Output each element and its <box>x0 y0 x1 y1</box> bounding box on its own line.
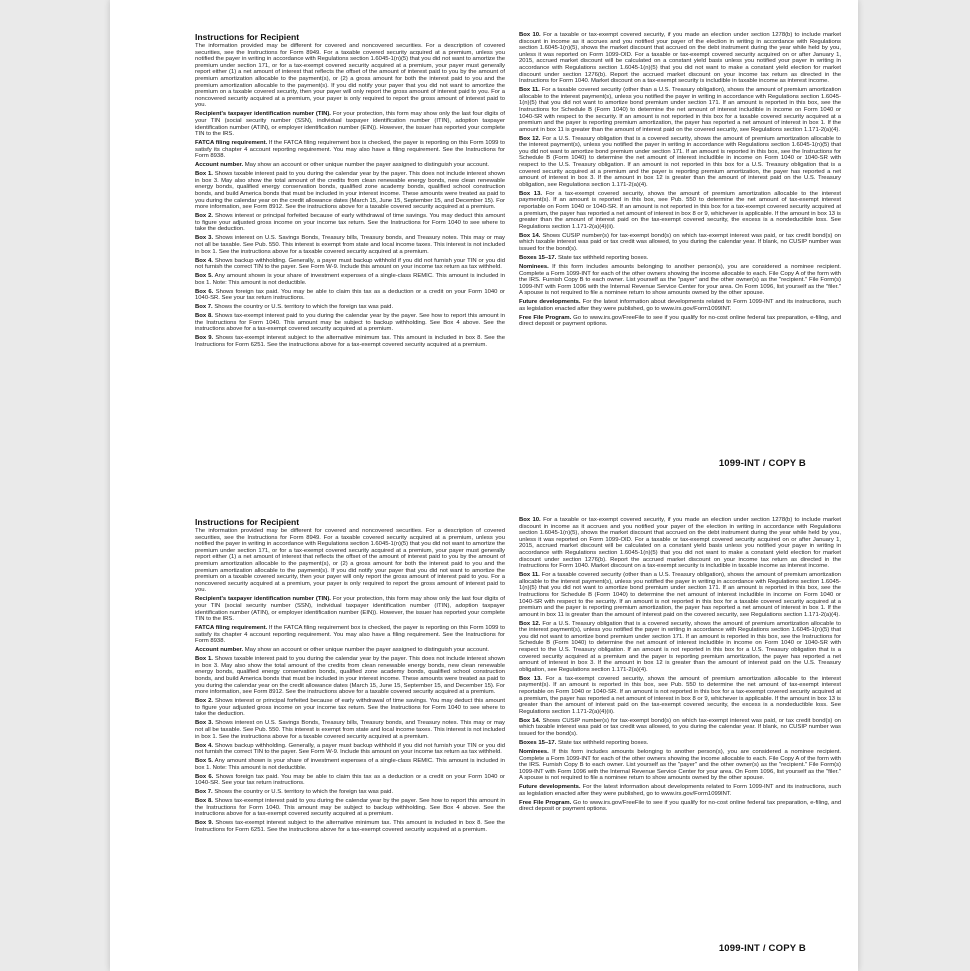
item-label: Box 8. <box>195 798 213 805</box>
item-text: Shows tax-exempt interest subject to the alternative minimum tax. This amount is included in box 8. See the Instructions for Form 6251. See the instructions above for a tax-exempt covered security acquired at a premium. <box>195 820 505 834</box>
item-label: Account number. <box>195 647 244 654</box>
instruction-item <box>195 720 505 740</box>
item-label: Recipient's taxpayer identification number (TIN). <box>195 111 331 118</box>
item-text: Go to www.irs.gov/FreeFile to see if you qualify for no-cost online federal tax preparation, e-filing, and direct deposit or payment options. <box>519 314 841 328</box>
instruction-item <box>195 820 505 833</box>
item-label: Box 11. <box>519 87 540 94</box>
item-text: Shows the country or U.S. territory to which the foreign tax was paid. <box>214 789 394 796</box>
right-column <box>519 517 841 937</box>
item-text: Any amount shown is your share of investment expenses of a single-class REMIC. This amount is included in box 1. Note: This amount is not deductible. <box>195 273 505 286</box>
instruction-item <box>519 718 841 738</box>
instruction-item <box>519 299 841 312</box>
instruction-item <box>519 87 841 133</box>
instruction-item <box>195 335 505 348</box>
item-text: If the FATCA filing requirement box is checked, the payer is reporting on this Form 1099 to satisfy its chapter 4 account reporting requirement. You may also have a filing requirement. See the Instructions for Form 8938. <box>195 140 505 160</box>
item-label: Box 5. <box>195 758 214 765</box>
instruction-item <box>519 233 841 253</box>
item-text: If this form includes amounts belonging to another person(s), you are considered a nominee recipient. Complete a Form 1099-INT for each of the other owners showing the income allocable to each. File Copy A of the form with the IRS. Furnish Copy B to each owner. List yourself as the "payer" and the other owner(s) as the "recipient." File Form(s) 1099-INT with Form 1096 with the Internal Revenue Service Center for your area. On Form 1096, list yourself as the "filer." A spouse is not required to file a nominee return to show amounts owned by the other spouse. <box>519 748 841 782</box>
instruction-item <box>519 32 841 85</box>
instruction-item <box>519 740 841 747</box>
item-text: For a taxable covered security (other than a U.S. Treasury obligation), shows the amount of premium amortization allocable to the interest payment(s), unless you notified the payer in writing in accordance with Regulations section 1.6045-1(n)(5) that you did not want to amortize bond premium under section 171. If an amount is reported in this box, see the Instructions for Schedule B (Form 1040) to determine the net amount of interest includible in income on Form 1040 or 1040-SR with respect to the security. If an amount is not reported in this box for a taxable covered security acquired at a premium and the payer is reporting premium amortization, the payer has reported a net amount of interest in box 1. If the amount in box 11 is greater than the amount of interest paid on the covered security, see Regulations section 1.171-2(a)(4). <box>519 572 841 618</box>
item-label: Nominees. <box>519 748 549 755</box>
instruction-item <box>195 289 505 302</box>
item-text: State tax withheld reporting boxes. <box>557 739 649 746</box>
instruction-item <box>519 255 841 262</box>
item-label: Free File Program. <box>519 799 572 806</box>
item-label: Box 13. <box>519 675 542 682</box>
instruction-item <box>195 647 505 654</box>
item-label: Box 6. <box>195 288 214 295</box>
form-copy-top <box>110 0 858 486</box>
instruction-item <box>195 596 505 622</box>
item-text: Shows CUSIP number(s) for tax-exempt bond(s) on which tax-exempt interest was paid, or tax credit bond(s) on which taxable interest was paid or tax credit was allowed, to you during the calendar year. If blank, no CUSIP number was issued for the bond(s). <box>519 717 841 737</box>
instruction-item <box>519 572 841 618</box>
form-copy-bottom <box>110 485 858 971</box>
item-text: For a U.S. Treasury obligation that is a covered security, shows the amount of premium amortization allocable to the interest payment(s), unless you notified the payer in writing in accordance with Regulations section 1.6045-1(n)(5) that you did not want to amortize bond premium under section 171. If an amount is reported in this box, see the Instructions for Schedule B (Form 1040) to determine the net amount of interest includible in income on Form 1040 or 1040-SR with respect to the U.S. Treasury obligation. If an amount is not reported in this box for a U.S. Treasury obligation that is a covered security acquired at a premium and the payer is reporting premium amortization, the payer has reported a net amount of interest in box 3. If the amount in box 12 is greater than the amount of interest paid on the U.S. Treasury obligation, see Regulations section 1.171-2(a)(4). <box>519 135 841 188</box>
item-label: Box 3. <box>195 720 214 727</box>
item-label: Boxes 15–17. <box>519 739 557 746</box>
item-text: Shows tax-exempt interest paid to you during the calendar year by the payer. See how to report this amount in the Instructions for Form 1040. This amount may be subject to backup withholding. See Box 4 above. See the instructions above for a tax-exempt covered security acquired at a premium. <box>195 313 505 333</box>
instruction-item <box>195 798 505 818</box>
instruction-item <box>195 625 505 645</box>
left-items <box>195 111 505 348</box>
item-text: For a taxable covered security (other than a U.S. Treasury obligation), shows the amount of premium amortization allocable to the interest payment(s), unless you notified the payer in writing in accordance with Regulations section 1.6045-1(n)(5) that you did not want to amortize bond premium under section 171. If an amount is reported in this box, see the Instructions for Schedule B (Form 1040) to determine the net amount of interest includible in income on Form 1040 or 1040-SR with respect to the security. If an amount is not reported in this box for a taxable covered security acquired at a premium and the payer is reporting premium amortization, the payer has reported a net amount of interest in box 1. If the amount in box 11 is greater than the amount of interest paid on the covered security, see Regulations section 1.171-2(a)(4). <box>519 87 841 133</box>
instruction-item <box>519 191 841 231</box>
item-label: Box 14. <box>519 232 541 239</box>
instruction-item <box>195 213 505 233</box>
instruction-item <box>195 313 505 333</box>
item-label: Box 12. <box>519 135 541 142</box>
item-text: Shows backup withholding. Generally, a payer must backup withhold if you did not furnish your TIN or you did not furnish the correct TIN to the payer. See Form W-9. Include this amount on your income tax return as tax withheld. <box>195 257 505 271</box>
right-items <box>519 517 841 813</box>
item-text: For a tax-exempt covered security, shows the amount of premium amortization allocable to the interest payment(s). If an amount is reported in this box, see Pub. 550 to determine the net amount of tax-exempt interest reportable on Form 1040 or 1040-SR. If an amount is not reported in this box for a tax-exempt covered security acquired at a premium, the payer has reported a net amount of interest in box 8 or 9, whichever is applicable. If the amount in box 13 is greater than the amount of interest paid on the tax-exempt covered security, the excess is a nondeductible loss. See Regulations section 1.171-2(a)(4)(ii). <box>519 675 841 715</box>
item-label: Box 14. <box>519 717 541 724</box>
item-label: Box 1. <box>195 171 213 178</box>
intro-paragraph: The information provided may be different for covered and noncovered securities. For a description of covered securities, see the Instructions for Form 8949. For a taxable covered security acquired at a premium, unless you notified the payer in writing in accordance with Regulations section 1.6045-1(n)(5) that you did not want to amortize the premium under section 171, or for a tax-exempt covered security acquired at a premium, your payer must generally report either (1) a net amount of interest that reflects the offset of the amount of interest paid to you by the amount of premium amortization allocable to the payment(s), or (2) a gross amount for both the interest paid to you and the premium amortization allocable to the payment(s). If you did notify your payer that you did not want to amortize the premium on a taxable covered security, then your payer will only report the gross amount of interest paid to you. For a noncovered security acquired at a premium, your payer is only required to report the gross amount of interest paid to you. <box>195 528 505 594</box>
item-text: Shows interest or principal forfeited because of early withdrawal of time savings. You may deduct this amount to figure your adjusted gross income on your income tax return. See the Instructions for Form 1040 to see where to take the deduction. <box>195 698 505 718</box>
instruction-item <box>195 140 505 160</box>
item-label: Free File Program. <box>519 314 572 321</box>
item-label: Box 13. <box>519 190 542 197</box>
item-text: For your protection, this form may show only the last four digits of your TIN (social security number (SSN), individual taxpayer identification number (ITIN), adoption taxpayer identification number (ATIN), or employer identification number (EIN)). However, the issuer has reported your complete TIN to the IRS. <box>195 111 505 138</box>
instruction-item <box>519 784 841 797</box>
item-label: Box 2. <box>195 698 214 705</box>
instruction-item <box>519 621 841 674</box>
instruction-item <box>519 676 841 716</box>
item-label: Box 9. <box>195 820 214 827</box>
item-text: Shows CUSIP number(s) for tax-exempt bond(s) on which tax-exempt interest was paid, or tax credit bond(s) on which taxable interest was paid or tax credit was allowed, to you during the calendar year. If blank, no CUSIP number was issued for the bond(s). <box>519 232 841 252</box>
instruction-item <box>195 698 505 718</box>
item-text: Shows tax-exempt interest subject to the alternative minimum tax. This amount is included in box 8. See the Instructions for Form 6251. See the instructions above for a tax-exempt covered security acquired at a premium. <box>195 335 505 349</box>
item-label: Box 4. <box>195 742 213 749</box>
item-text: Shows foreign tax paid. You may be able to claim this tax as a deduction or a credit on your Form 1040 or 1040-SR. See your tax return instructions. <box>195 773 505 787</box>
item-label: Box 12. <box>519 620 541 627</box>
instruction-item <box>195 273 505 286</box>
item-text: Shows taxable interest paid to you during the calendar year by the payer. This does not include interest shown in box 3. May also show the total amount of the credits from clean renewable energy bonds, new clean renewable energy bonds, qualified energy conservation bonds, qualified zone academy bonds, qualified school construction bonds, and build America bonds that must be included in your interest income. These amounts were treated as paid to you during the calendar year on the credit allowance dates (March 15, June 15, September 15, and December 15). For more information, see Form 8912. See the instructions above for a taxable covered security acquired at a premium. <box>195 656 505 696</box>
item-text: Shows interest or principal forfeited because of early withdrawal of time savings. You may deduct this amount to figure your adjusted gross income on your income tax return. See the Instructions for Form 1040 to see where to take the deduction. <box>195 213 505 233</box>
item-text: State tax withheld reporting boxes. <box>557 254 649 261</box>
item-text: Shows backup withholding. Generally, a payer must backup withhold if you did not furnish your TIN or you did not furnish the correct TIN to the payer. See Form W-9. Include this amount on your income tax return as tax withheld. <box>195 742 505 756</box>
instruction-item <box>519 264 841 297</box>
instruction-item <box>195 789 505 796</box>
item-label: Box 8. <box>195 313 213 320</box>
intro-paragraph: The information provided may be different for covered and noncovered securities. For a description of covered securities, see the Instructions for Form 8949. For a taxable covered security acquired at a premium, unless you notified the payer in writing in accordance with Regulations section 1.6045-1(n)(5) that you did not want to amortize the premium under section 171, or for a tax-exempt covered security acquired at a premium, your payer must generally report either (1) a net amount of interest that reflects the offset of the amount of interest paid to you by the amount of premium amortization allocable to the payment(s), or (2) a gross amount for both the interest paid to you and the premium amortization allocable to the payment(s). If you did notify your payer that you did not want to amortize the premium on a taxable covered security, then your payer will only report the gross amount of interest paid to you. For a noncovered security acquired at a premium, your payer is only required to report the gross amount of interest paid to you. <box>195 43 505 109</box>
instruction-item <box>195 656 505 696</box>
item-text: Shows the country or U.S. territory to which the foreign tax was paid. <box>214 304 394 311</box>
item-text: If this form includes amounts belonging to another person(s), you are considered a nominee recipient. Complete a Form 1099-INT for each of the other owners showing the income allocable to each. File Copy A of the form with the IRS. Furnish Copy B to each owner. List yourself as the "payer" and the other owner(s) as the "recipient." File Form(s) 1099-INT with Form 1096 with the Internal Revenue Service Center for your area. On Form 1096, list yourself as the "filer." A spouse is not required to file a nominee return to show amounts owned by the other spouse. <box>519 263 841 297</box>
item-label: Future developments. <box>519 299 581 306</box>
item-label: Box 11. <box>519 572 540 579</box>
item-text: Go to www.irs.gov/FreeFile to see if you qualify for no-cost online federal tax preparation, e-filing, and direct deposit or payment options. <box>519 799 841 813</box>
instruction-item <box>195 258 505 271</box>
item-label: Box 7. <box>195 304 213 311</box>
item-label: FATCA filing requirement. <box>195 625 268 632</box>
item-label: Future developments. <box>519 784 581 791</box>
instruction-item <box>519 749 841 782</box>
item-text: May show an account or other unique number the payer assigned to distinguish your account. <box>244 162 490 169</box>
item-label: Box 10. <box>519 32 541 38</box>
right-items <box>519 32 841 328</box>
item-text: Shows tax-exempt interest paid to you during the calendar year by the payer. See how to report this amount in the Instructions for Form 1040. This amount may be subject to backup withholding. See Box 4 above. See the instructions above for a tax-exempt covered security acquired at a premium. <box>195 798 505 818</box>
instruction-item <box>195 743 505 756</box>
item-label: Box 1. <box>195 656 213 663</box>
instruction-item <box>195 171 505 211</box>
instruction-item <box>519 800 841 813</box>
item-label: Recipient's taxpayer identification number (TIN). <box>195 596 331 603</box>
document-page <box>110 0 858 971</box>
instruction-item <box>195 758 505 771</box>
instruction-item <box>195 162 505 169</box>
item-text: Shows taxable interest paid to you during the calendar year by the payer. This does not include interest shown in box 3. May also show the total amount of the credits from clean renewable energy bonds, new clean renewable energy bonds, qualified energy conservation bonds, qualified zone academy bonds, qualified school construction bonds, and build America bonds that must be included in your interest income. These amounts were treated as paid to you during the calendar year on the credit allowance dates (March 15, June 15, September 15, and December 15). For more information, see Form 8912. See the instructions above for a taxable covered security acquired at a premium. <box>195 171 505 211</box>
item-label: Box 2. <box>195 213 214 220</box>
left-column <box>195 517 505 957</box>
instruction-item <box>195 235 505 255</box>
item-text: Shows foreign tax paid. You may be able to claim this tax as a deduction or a credit on your Form 1040 or 1040-SR. See your tax return instructions. <box>195 288 505 302</box>
item-text: For a taxable or tax-exempt covered security, if you made an election under section 1278(b) to include market discount in income as it accrues and you notified your payer of the election in writing in accordance with Regulations section 1.6045-1(n)(5), shows the market discount that accrued on the debt instrument during the year while held by you, unless it was reported on Form 1099-OID. For a taxable or tax-exempt covered security acquired on or after January 1, 2015, accrued market discount will be calculated on a constant yield basis unless you notified your payer in writing in accordance with Regulations section 1.6045-1(n)(5) that you did not want to make a constant yield election for market discount under section 1276(b). Report the accrued market discount on your income tax return as directed in the Instructions for Form 1040. Market discount on a tax-exempt security is includible in taxable income as interest income. <box>519 517 841 570</box>
instruction-item <box>519 136 841 189</box>
right-column <box>519 32 841 452</box>
item-label: Account number. <box>195 162 244 169</box>
item-label: Boxes 15–17. <box>519 254 557 261</box>
copy-label: 1099-INT / COPY B <box>718 943 806 954</box>
item-text: For the latest information about developments related to Form 1099-INT and its instructions, such as legislation enacted after they were published, go to www.irs.gov/Form1099INT. <box>519 299 841 312</box>
item-label: Nominees. <box>519 263 549 270</box>
instruction-item <box>195 304 505 311</box>
left-items <box>195 596 505 833</box>
instructions-heading: Instructions for Recipient <box>195 517 300 527</box>
item-text: For your protection, this form may show only the last four digits of your TIN (social security number (SSN), individual taxpayer identification number (ITIN), adoption taxpayer identification number (ATIN), or employer identification number (EIN)). However, the issuer has reported your complete TIN to the IRS. <box>195 596 505 623</box>
instruction-item <box>195 111 505 137</box>
copy-label: 1099-INT / COPY B <box>718 458 806 469</box>
item-label: Box 9. <box>195 335 214 342</box>
item-text: Shows interest on U.S. Savings Bonds, Treasury bills, Treasury bonds, and Treasury notes. This may or may not all be taxable. See Pub. 550. This interest is exempt from state and local income taxes. This interest is not included in box 1. See the instructions above for a taxable covered security acquired at a premium. <box>195 235 505 255</box>
instruction-item <box>519 315 841 328</box>
instructions-heading: Instructions for Recipient <box>195 32 300 42</box>
instruction-item <box>519 517 841 570</box>
left-column <box>195 32 505 472</box>
item-label: Box 6. <box>195 773 214 780</box>
item-label: Box 7. <box>195 789 213 796</box>
item-text: For a tax-exempt covered security, shows the amount of premium amortization allocable to the interest payment(s). If an amount is reported in this box, see Pub. 550 to determine the net amount of tax-exempt interest reportable on Form 1040 or 1040-SR. If an amount is not reported in this box for a tax-exempt covered security acquired at a premium, the payer has reported a net amount of interest in box 8 or 9, whichever is applicable. If the amount in box 13 is greater than the amount of interest paid on the tax-exempt covered security, the excess is a nondeductible loss. See Regulations section 1.171-2(a)(4)(ii). <box>519 190 841 230</box>
item-text: Shows interest on U.S. Savings Bonds, Treasury bills, Treasury bonds, and Treasury notes. This may or may not all be taxable. See Pub. 550. This interest is exempt from state and local income taxes. This interest is not included in box 1. See the instructions above for a taxable covered security acquired at a premium. <box>195 720 505 740</box>
item-text: For a taxable or tax-exempt covered security, if you made an election under section 1278(b) to include market discount in income as it accrues and you notified your payer of the election in writing in accordance with Regulations section 1.6045-1(n)(5), shows the market discount that accrued on the debt instrument during the year while held by you, unless it was reported on Form 1099-OID. For a taxable or tax-exempt covered security acquired on or after January 1, 2015, accrued market discount will be calculated on a constant yield basis unless you notified your payer in writing in accordance with Regulations section 1.6045-1(n)(5) that you did not want to make a constant yield election for market discount under section 1276(b). Report the accrued market discount on your income tax return as directed in the Instructions for Form 1040. Market discount on a tax-exempt security is includible in taxable income as interest income. <box>519 32 841 85</box>
item-text: Any amount shown is your share of investment expenses of a single-class REMIC. This amount is included in box 1. Note: This amount is not deductible. <box>195 758 505 771</box>
item-text: For the latest information about developments related to Form 1099-INT and its instructions, such as legislation enacted after they were published, go to www.irs.gov/Form1099INT. <box>519 784 841 797</box>
item-text: May show an account or other unique number the payer assigned to distinguish your account. <box>244 647 490 654</box>
item-text: For a U.S. Treasury obligation that is a covered security, shows the amount of premium amortization allocable to the interest payment(s), unless you notified the payer in writing in accordance with Regulations section 1.6045-1(n)(5) that you did not want to amortize bond premium under section 171. If an amount is reported in this box, see the Instructions for Schedule B (Form 1040) to determine the net amount of interest includible in income on Form 1040 or 1040-SR with respect to the U.S. Treasury obligation. If an amount is not reported in this box for a U.S. Treasury obligation that is a covered security acquired at a premium and the payer is reporting premium amortization, the payer has reported a net amount of interest in box 3. If the amount in box 12 is greater than the amount of interest paid on the U.S. Treasury obligation, see Regulations section 1.171-2(a)(4). <box>519 620 841 673</box>
item-label: Box 4. <box>195 257 213 264</box>
item-label: FATCA filing requirement. <box>195 140 268 147</box>
instruction-item <box>195 774 505 787</box>
item-text: If the FATCA filing requirement box is checked, the payer is reporting on this Form 1099 to satisfy its chapter 4 account reporting requirement. You may also have a filing requirement. See the Instructions for Form 8938. <box>195 625 505 645</box>
item-label: Box 3. <box>195 235 214 242</box>
item-label: Box 10. <box>519 517 541 523</box>
item-label: Box 5. <box>195 273 214 280</box>
